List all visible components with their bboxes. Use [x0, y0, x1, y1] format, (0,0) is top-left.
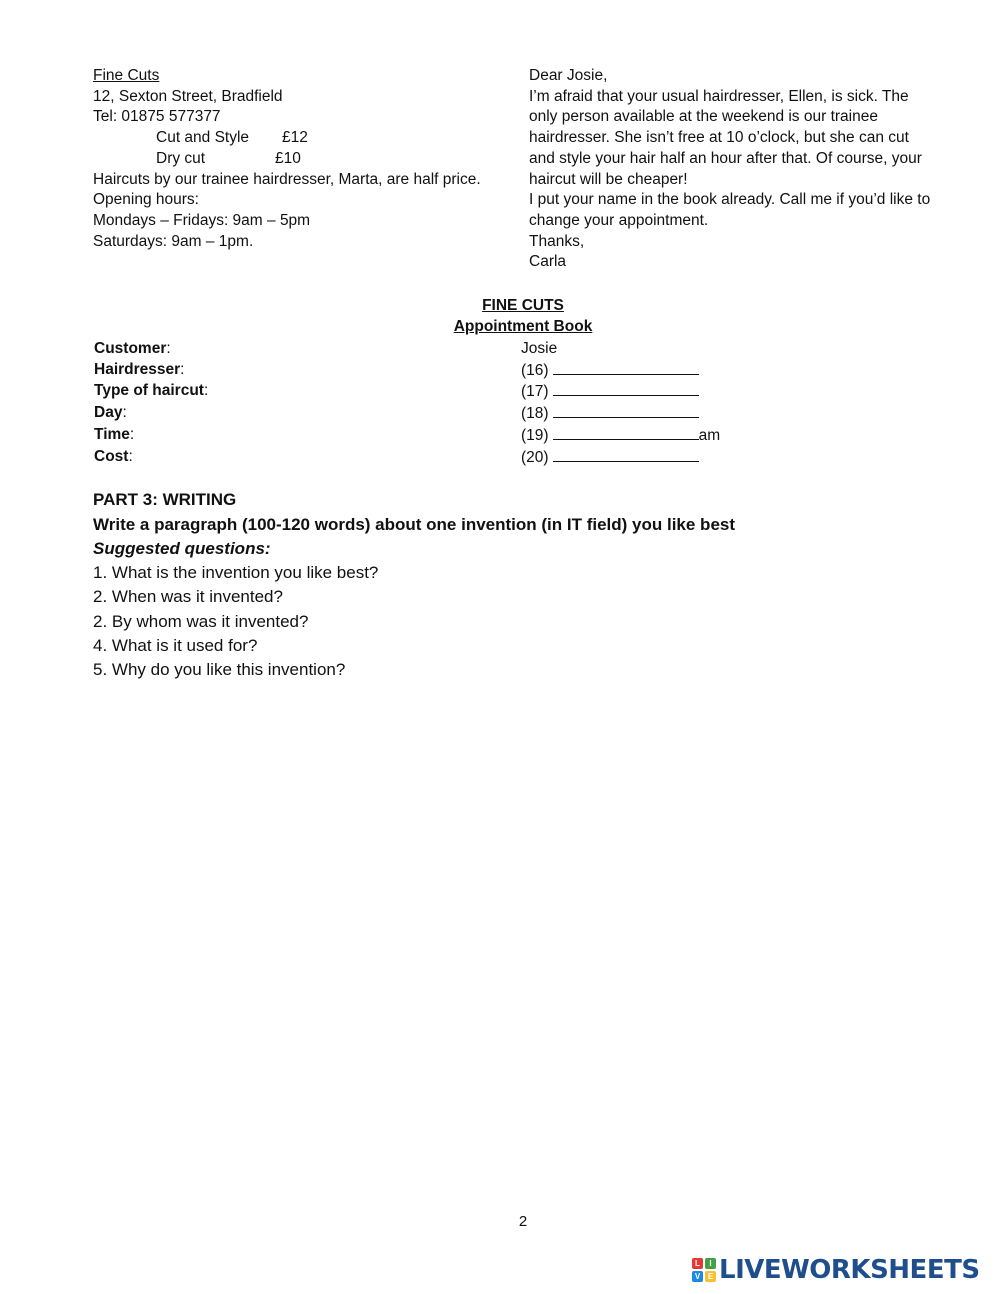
question-number: (20) [521, 448, 549, 466]
appointment-book-heading [0, 295, 1000, 337]
row-label: Customer [94, 340, 167, 357]
question-item: 2. When was it invented? [93, 587, 283, 607]
shop-telephone: Tel: 01875 577377 [93, 108, 221, 126]
logo-mark-icon [692, 1258, 716, 1282]
time-suffix: am [698, 426, 721, 444]
appointment-book-table [94, 339, 794, 468]
row-label: Cost [94, 447, 129, 465]
letter-signature: Carla [529, 253, 567, 271]
answer-blank-20[interactable] [553, 447, 699, 462]
book-row-customer: Customer: Josie [94, 339, 794, 360]
row-label: Hairdresser [94, 360, 181, 378]
liveworksheets-logo [692, 1255, 980, 1285]
book-row-day: Day: (18) [94, 403, 794, 425]
row-label: Day [94, 404, 123, 422]
question-item: 4. What is it used for? [93, 635, 258, 655]
letter-line: hairdresser. She isn’t free at 10 o’clock, but she can cut [529, 129, 909, 147]
part3-instruction: Write a paragraph (100-120 words) about one invention (in IT field) you like best [93, 515, 736, 534]
question-item: 5. Why do you like this invention? [93, 660, 346, 680]
question-item: 1. What is the invention you like best? [93, 563, 379, 582]
weekday-hours: Mondays – Fridays: 9am – 5pm [93, 211, 311, 229]
row-label: Time [94, 425, 130, 443]
opening-hours-label: Opening hours: [93, 191, 199, 209]
shop-address: 12, Sexton Street, Bradfield [93, 87, 283, 105]
logo-text: LIVEWORKSHEETS [719, 1255, 980, 1285]
logo-mark-letter: E [705, 1271, 716, 1282]
book-subtitle: Appointment Book [453, 318, 593, 335]
answer-blank-19[interactable] [553, 425, 699, 440]
part3-heading: PART 3: WRITING [93, 490, 237, 509]
question-number: (19) [521, 426, 549, 444]
suggested-questions-label: Suggested questions: [93, 539, 271, 558]
answer-blank-17[interactable] [553, 381, 699, 396]
letter-line: change your appointment. [529, 211, 709, 229]
letter-line: only person available at the weekend is our trainee [529, 108, 878, 126]
page-number: 2 [518, 1213, 528, 1230]
answer-blank-18[interactable] [553, 403, 699, 418]
service-name: Dry cut [156, 149, 206, 167]
answer-blank-16[interactable] [553, 360, 699, 375]
letter-line: and style your hair half an hour after that. Of course, your [529, 149, 922, 167]
letter-greeting: Dear Josie, [529, 67, 608, 84]
question-number: (16) [521, 361, 549, 379]
shop-name: Fine Cuts [93, 67, 160, 84]
saturday-hours: Saturdays: 9am – 1pm. [93, 232, 254, 250]
book-row-cost: Cost: (20) [94, 447, 794, 469]
price-row-dry-cut [93, 149, 523, 170]
service-price: £10 [275, 149, 301, 167]
question-number: (17) [521, 383, 549, 401]
service-name: Cut and Style [156, 129, 250, 147]
service-price: £12 [282, 129, 308, 147]
logo-mark-letter: L [692, 1258, 703, 1269]
letter-line: I’m afraid that your usual hairdresser, Ellen, is sick. The [529, 87, 909, 105]
book-row-type-of-haircut: Type of haircut: (17) [94, 381, 794, 403]
letter-line: I put your name in the book already. Call me if you’d like to [529, 191, 931, 209]
row-label: Type of haircut [94, 382, 204, 400]
letter-line: haircut will be cheaper! [529, 170, 688, 188]
logo-mark-letter: V [692, 1271, 703, 1282]
logo-mark-letter: I [705, 1258, 716, 1269]
trainee-note: Haircuts by our trainee hairdresser, Marta, are half price. [93, 170, 481, 188]
shop-info-block [93, 66, 523, 252]
question-item: 2. By whom was it invented? [93, 611, 309, 631]
question-number: (18) [521, 405, 549, 423]
book-row-hairdresser: Hairdresser: (16) [94, 360, 794, 382]
price-row-cut-and-style [93, 128, 523, 149]
book-title: FINE CUTS [482, 297, 564, 314]
row-value: Josie [521, 340, 558, 357]
letter-closing: Thanks, [529, 232, 585, 250]
book-row-time: Time: (19) am [94, 425, 721, 444]
letter-block [529, 66, 969, 273]
part3-writing-section [93, 487, 973, 682]
